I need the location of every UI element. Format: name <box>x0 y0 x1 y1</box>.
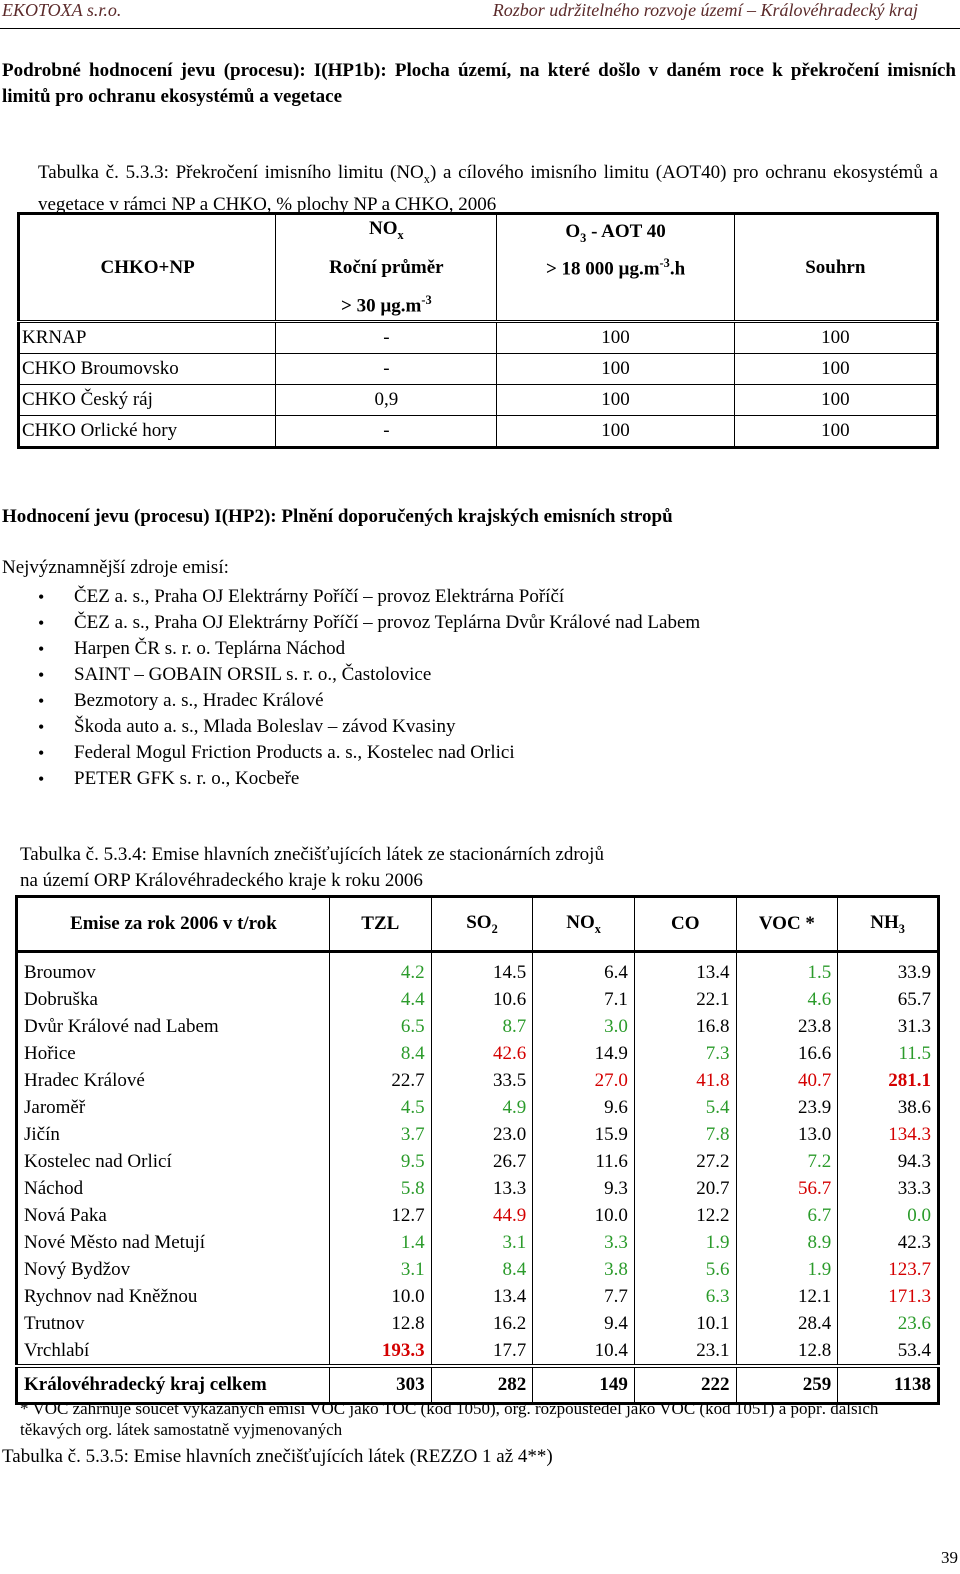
table-row <box>17 1040 939 1067</box>
header-right: Rozbor udržitelného rozvoje území – Královéhradecký kraj <box>492 0 918 20</box>
table2-header-row <box>17 897 939 952</box>
table-cell-value: 23.6 <box>838 1310 939 1337</box>
list-item: • PETER GFK s. r. o., Kocbeře <box>38 766 700 792</box>
table-cell-value: 27.0 <box>533 1067 635 1094</box>
table-cell-value: 8.4 <box>431 1256 533 1283</box>
table-cell-value: 7.3 <box>634 1040 736 1067</box>
table-cell-value: 16.2 <box>431 1310 533 1337</box>
heading-hp1b: Podrobné hodnocení jevu (procesu): I(HP1b): Plocha území, na které došlo v daném roce k překročení imisních limitů pro ochranu ekosystémů a vegetace <box>2 60 956 107</box>
table-cell-value: 23.0 <box>431 1121 533 1148</box>
table-cell-value: 11.6 <box>533 1148 635 1175</box>
table-row <box>17 1337 939 1366</box>
table-cell-value: 17.7 <box>431 1337 533 1366</box>
table-cell-name: Jaroměř <box>17 1094 330 1121</box>
table1-caption: Tabulka č. 5.3.3: Překročení imisního limitu $(NO_x)$ a cílového imisního limitu (AOT40) pro ochranu ekosystémů a vegetace v rámci NP a CHKO, % plochy NP a CHKO, 2006 <box>38 162 938 215</box>
t1-head-o3: $O_3$ - AOT 40 > 18 000 $\mu g.m^{-3}.h$ <box>497 214 734 322</box>
table-cell-value: 53.4 <box>838 1337 939 1366</box>
list-item: • ČEZ a. s., Praha OJ Elektrárny Poříčí – provoz Teplárna Dvůr Králové nad Labem <box>38 610 700 636</box>
table-cell-value: 9.5 <box>329 1148 431 1175</box>
table-cell-value: 9.3 <box>533 1175 635 1202</box>
table-row <box>17 1148 939 1175</box>
table-cell-value: 13.4 <box>431 1283 533 1310</box>
table1-header-row <box>19 214 938 322</box>
table-cell-value: 14.9 <box>533 1040 635 1067</box>
table-cell-value: 12.7 <box>329 1202 431 1229</box>
list-item: • Harpen ČR s. r. o. Teplárna Náchod <box>38 636 700 662</box>
table-cell-name: Jičín <box>17 1121 330 1148</box>
t2-head-voc: VOC * <box>736 897 838 952</box>
table-cell-value: 38.6 <box>838 1094 939 1121</box>
table-cell-value: 40.7 <box>736 1067 838 1094</box>
table-cell-value: 11.5 <box>838 1040 939 1067</box>
t2-head-name: Emise za rok 2006 v t/rok <box>17 897 330 952</box>
table-cell-value: 23.8 <box>736 1013 838 1040</box>
table-cell-value: 16.8 <box>634 1013 736 1040</box>
t1-head-nox: $NO_x$ Roční průměr > 30 $\mu g.m^{-3}$ <box>276 214 497 322</box>
table-cell-value: 16.6 <box>736 1040 838 1067</box>
table-row: CHKO Český ráj 0,9 100 100 <box>19 385 938 416</box>
t1-head-sum: Souhrn <box>734 214 937 322</box>
table-cell-value: 12.8 <box>736 1337 838 1366</box>
table-cell-value: 33.3 <box>838 1175 939 1202</box>
table-cell-value: 22.7 <box>329 1067 431 1094</box>
table-cell-value: 26.7 <box>431 1148 533 1175</box>
table-cell-value: 6.7 <box>736 1202 838 1229</box>
table-cell-value: 13.4 <box>634 952 736 987</box>
list-item: • Škoda auto a. s., Mlada Boleslav – závod Kvasiny <box>38 714 700 740</box>
table-cell-value: 28.4 <box>736 1310 838 1337</box>
t2-head-co: CO <box>634 897 736 952</box>
table-row <box>17 1067 939 1094</box>
table-cell-value: 123.7 <box>838 1256 939 1283</box>
table-cell-value: 6.4 <box>533 952 635 987</box>
table-cell-value: 5.4 <box>634 1094 736 1121</box>
table-cell-name: Rychnov nad Kněžnou <box>17 1283 330 1310</box>
table-row <box>17 1121 939 1148</box>
table-cell-value: 4.2 <box>329 952 431 987</box>
table-row <box>17 1256 939 1283</box>
table-cell-value: 3.7 <box>329 1121 431 1148</box>
table2-caption: Tabulka č. 5.3.4: Emise hlavních znečišťujících látek ze stacionárních zdrojů na území ORP Královéhradeckého kraje k roku 2006 <box>20 844 604 891</box>
table-row <box>17 1013 939 1040</box>
table-cell-name: Trutnov <box>17 1310 330 1337</box>
table-cell-value: 20.7 <box>634 1175 736 1202</box>
table-cell-value: 7.1 <box>533 986 635 1013</box>
table-cell-name: Vrchlabí <box>17 1337 330 1366</box>
table-cell-value: 44.9 <box>431 1202 533 1229</box>
heading-hp2: Hodnocení jevu (procesu) I(HP2): Plnění doporučených krajských emisních stropů <box>2 506 673 527</box>
table-cell-value: 1.9 <box>736 1256 838 1283</box>
table-cell-value: 31.3 <box>838 1013 939 1040</box>
table-cell-name: Nový Bydžov <box>17 1256 330 1283</box>
table-cell-value: 3.1 <box>329 1256 431 1283</box>
table-cell-name: Dobruška <box>17 986 330 1013</box>
table-cell-value: 4.5 <box>329 1094 431 1121</box>
table3-caption: Tabulka č. 5.3.5: Emise hlavních znečišťujících látek (REZZO 1 až 4**) <box>2 1446 553 1467</box>
t1-head-area: CHKO+NP <box>19 214 276 322</box>
table-cell-value: 13.0 <box>736 1121 838 1148</box>
table-row <box>17 952 939 987</box>
table-cell-value: 94.3 <box>838 1148 939 1175</box>
t2-head-so2: $SO_2$ <box>431 897 533 952</box>
table-cell-value: 10.6 <box>431 986 533 1013</box>
table-cell-value: 7.2 <box>736 1148 838 1175</box>
table-cell-value: 22.1 <box>634 986 736 1013</box>
header-left: EKOTOXA s.r.o. <box>2 0 122 20</box>
table-cell-name: Náchod <box>17 1175 330 1202</box>
table-cell-value: 4.4 <box>329 986 431 1013</box>
table-cell-value: 12.8 <box>329 1310 431 1337</box>
table-cell-value: 0.0 <box>838 1202 939 1229</box>
table-cell-value: 8.4 <box>329 1040 431 1067</box>
table-cell-value: 10.1 <box>634 1310 736 1337</box>
table-cell-value: 27.2 <box>634 1148 736 1175</box>
table-cell-value: 9.4 <box>533 1310 635 1337</box>
table-cell-value: 7.7 <box>533 1283 635 1310</box>
table-cell-value: 5.6 <box>634 1256 736 1283</box>
page-number: 39 <box>941 1548 958 1567</box>
voc-footnote: * VOC zahrnuje součet vykázaných emisí VOC jako TOC (kód 1050), org. rozpouštědel jako VOC (kód 1051) a popř. dalších těkavých org. látek samostatně vyjmenovaných <box>20 1399 879 1439</box>
table-cell-value: 1.9 <box>634 1229 736 1256</box>
table-cell-value: 171.3 <box>838 1283 939 1310</box>
table-cell-value: 3.3 <box>533 1229 635 1256</box>
table-row <box>17 986 939 1013</box>
table-cell-value: 23.1 <box>634 1337 736 1366</box>
table-row <box>17 1229 939 1256</box>
table-cell-value: 42.3 <box>838 1229 939 1256</box>
table-cell-value: 1.5 <box>736 952 838 987</box>
table-cell-value: 41.8 <box>634 1067 736 1094</box>
table-cell-name: Kostelec nad Orlicí <box>17 1148 330 1175</box>
table-cell-value: 10.0 <box>329 1283 431 1310</box>
sources-list <box>38 584 700 792</box>
table-cell-value: 10.4 <box>533 1337 635 1366</box>
table2-body <box>17 952 939 1367</box>
table-cell-name: Hradec Králové <box>17 1067 330 1094</box>
t2-head-nh3: $NH_3$ <box>838 897 939 952</box>
table-cell-value: 23.9 <box>736 1094 838 1121</box>
table2-total-row: Královéhradecký kraj celkem 303 282 149 222 259 1138 <box>17 1366 939 1404</box>
t2-head-nox: $NO_x$ <box>533 897 635 952</box>
table-cell-name: Hořice <box>17 1040 330 1067</box>
table-cell-name: Dvůr Králové nad Labem <box>17 1013 330 1040</box>
table-cell-value: 134.3 <box>838 1121 939 1148</box>
table-row <box>17 1310 939 1337</box>
table-row: CHKO Broumovsko - 100 100 <box>19 354 938 385</box>
table-cell-value: 1.4 <box>329 1229 431 1256</box>
table-cell-name: Nová Paka <box>17 1202 330 1229</box>
table-cell-value: 12.2 <box>634 1202 736 1229</box>
sources-title: Nejvýznamnější zdroje emisí: <box>2 557 229 578</box>
table-cell-value: 5.8 <box>329 1175 431 1202</box>
table-cell-value: 6.5 <box>329 1013 431 1040</box>
table-cell-value: 8.7 <box>431 1013 533 1040</box>
table-cell-value: 65.7 <box>838 986 939 1013</box>
list-item: • Federal Mogul Friction Products a. s., Kostelec nad Orlici <box>38 740 700 766</box>
table-cell-name: Broumov <box>17 952 330 987</box>
table-imission-limits <box>17 212 939 449</box>
table-cell-value: 3.1 <box>431 1229 533 1256</box>
table-cell-value: 8.9 <box>736 1229 838 1256</box>
table-row: KRNAP - 100 100 <box>19 322 938 354</box>
table-emissions <box>15 895 940 1405</box>
table-cell-value: 15.9 <box>533 1121 635 1148</box>
table-cell-value: 193.3 <box>329 1337 431 1366</box>
table-row <box>17 1175 939 1202</box>
table-cell-name: Nové Město nad Metují <box>17 1229 330 1256</box>
table-cell-value: 56.7 <box>736 1175 838 1202</box>
table-row <box>17 1094 939 1121</box>
table-row <box>17 1283 939 1310</box>
t2-head-tzl: TZL <box>329 897 431 952</box>
table-cell-value: 3.0 <box>533 1013 635 1040</box>
table-cell-value: 4.9 <box>431 1094 533 1121</box>
table-cell-value: 33.9 <box>838 952 939 987</box>
table-cell-value: 3.8 <box>533 1256 635 1283</box>
table-cell-value: 7.8 <box>634 1121 736 1148</box>
table-cell-value: 12.1 <box>736 1283 838 1310</box>
table-cell-value: 14.5 <box>431 952 533 987</box>
list-item: • ČEZ a. s., Praha OJ Elektrárny Poříčí – provoz Elektrárna Poříčí <box>38 584 700 610</box>
table-cell-value: 10.0 <box>533 1202 635 1229</box>
table-cell-value: 6.3 <box>634 1283 736 1310</box>
table-cell-value: 42.6 <box>431 1040 533 1067</box>
table-row <box>17 1202 939 1229</box>
list-item: • SAINT – GOBAIN ORSIL s. r. o., Častolovice <box>38 662 700 688</box>
list-item: • Bezmotory a. s., Hradec Králové <box>38 688 700 714</box>
table-cell-value: 281.1 <box>838 1067 939 1094</box>
header-divider <box>0 28 960 29</box>
table-row: CHKO Orlické hory - 100 100 <box>19 416 938 448</box>
table-cell-value: 4.6 <box>736 986 838 1013</box>
table-cell-value: 13.3 <box>431 1175 533 1202</box>
table-cell-value: 33.5 <box>431 1067 533 1094</box>
table-cell-value: 9.6 <box>533 1094 635 1121</box>
